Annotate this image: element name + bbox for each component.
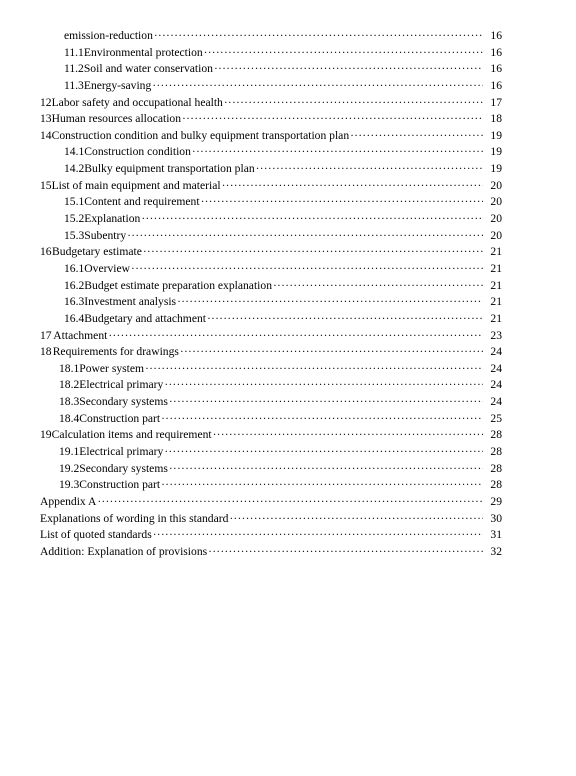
toc-page-number: 21 [490, 295, 502, 309]
toc-page-number: 17 [490, 95, 502, 109]
toc-page-number: 21 [490, 278, 502, 292]
toc-entry-line [59, 477, 502, 494]
toc-entry-line [40, 544, 502, 561]
toc-entry-title: List of main equipment and material [51, 178, 221, 192]
toc-entry[interactable] [40, 61, 502, 78]
toc-entry-line [64, 45, 502, 62]
toc-entry-line [40, 328, 502, 345]
toc-entry[interactable] [40, 411, 502, 428]
toc-entry-number: 16.3 [64, 295, 85, 309]
toc-page-number: 24 [490, 395, 502, 409]
toc-dot-leader [169, 461, 483, 478]
toc-page-number: 28 [490, 478, 502, 492]
toc-entry-title: Addition: Explanation of provisions [40, 544, 208, 558]
toc-entry-line [40, 95, 502, 112]
toc-entry[interactable] [40, 228, 502, 245]
toc-entry-number: 17 [40, 328, 52, 342]
toc-entry-title: emission-reduction [64, 29, 153, 42]
toc-page-number: 16 [490, 78, 502, 92]
toc-page-number: 24 [490, 361, 502, 375]
toc-entry-number: 18.1 [59, 361, 80, 375]
toc-entry-title: Requirements for drawings [52, 345, 179, 359]
toc-entry-line [64, 61, 502, 78]
toc-entry-number: 15 [40, 178, 52, 192]
toc-entry-line [59, 411, 502, 428]
toc-entry-line [40, 128, 502, 145]
toc-dot-leader [182, 111, 483, 128]
toc-entry-number: 19.1 [59, 445, 80, 459]
toc-dot-leader [164, 377, 483, 394]
toc-page-number: 30 [490, 511, 502, 525]
toc-entry-line [64, 211, 502, 228]
toc-dot-leader [154, 28, 483, 45]
toc-dot-leader [153, 527, 483, 544]
toc-entry-title: Electrical primary [79, 445, 164, 459]
toc-entry[interactable] [40, 394, 502, 411]
toc-entry-line [40, 178, 502, 195]
toc-page-number: 21 [490, 261, 502, 275]
toc-entry-line [59, 377, 502, 394]
toc-entry-number: 19 [40, 428, 52, 442]
toc-dot-leader [207, 311, 483, 328]
toc-entry-line [40, 511, 502, 528]
toc-entry-title: Appendix A [40, 494, 97, 508]
toc-dot-leader [141, 211, 483, 228]
toc-entry-line [64, 228, 502, 245]
toc-dot-leader [256, 161, 483, 178]
toc-entry-line [59, 461, 502, 478]
toc-dot-leader [222, 178, 483, 195]
toc-entry-title: Budget estimate preparation explanation [84, 278, 272, 292]
toc-page-number: 20 [490, 212, 502, 226]
toc-entry[interactable] [40, 178, 502, 195]
toc-page-number: 31 [490, 528, 502, 542]
toc-page-number: 18 [490, 112, 502, 126]
toc-dot-leader [131, 261, 483, 278]
toc-entry-title: Human resources allocation [51, 112, 182, 126]
toc-entry-line [40, 344, 502, 361]
toc-entry-title: List of quoted standards [40, 528, 152, 542]
toc-page-number: 19 [490, 128, 502, 142]
toc-entry-number: 14.2 [64, 162, 85, 176]
toc-entry-title: Secondary systems [79, 395, 168, 409]
toc-entry-line [64, 78, 502, 95]
toc-entry-title: Bulky equipment transportation plan [84, 162, 255, 176]
toc-entry[interactable] [40, 444, 502, 461]
toc-dot-leader [224, 95, 483, 112]
toc-dot-leader [192, 144, 483, 161]
toc-dot-leader [161, 477, 483, 494]
toc-entry[interactable] [40, 28, 502, 45]
toc-dot-leader [145, 361, 483, 378]
toc-entry-line [59, 444, 502, 461]
toc-dot-leader [350, 128, 483, 145]
toc-entry-number: 11.3 [64, 78, 84, 92]
toc-entry[interactable] [40, 194, 502, 211]
toc-entry-title: Power system [79, 361, 145, 375]
toc-entry[interactable] [40, 311, 502, 328]
toc-page-number: 20 [490, 195, 502, 209]
toc-entry-title: Budgetary and attachment [84, 311, 206, 325]
toc-entry-title: Electrical primary [79, 378, 164, 392]
toc-entry-number: 12 [40, 95, 52, 109]
toc-entry-line [40, 111, 502, 128]
toc-entry-title: Explanation [84, 212, 141, 226]
toc-entry-title: Calculation items and requirement [51, 428, 212, 442]
toc-dot-leader [214, 61, 483, 78]
toc-entry-number: 16.1 [64, 261, 85, 275]
table-of-contents [40, 28, 502, 561]
toc-page-number: 24 [490, 345, 502, 359]
toc-page-number: 20 [490, 228, 502, 242]
toc-entry[interactable] [40, 544, 502, 561]
toc-dot-leader [152, 78, 483, 95]
toc-entry[interactable] [40, 144, 502, 161]
toc-entry[interactable] [40, 494, 502, 511]
toc-entry[interactable] [40, 344, 502, 361]
toc-dot-leader [164, 444, 483, 461]
toc-entry-number: 18.3 [59, 395, 80, 409]
toc-page-number: 29 [490, 494, 502, 508]
toc-entry-title: Investment analysis [84, 295, 177, 309]
toc-dot-leader [229, 511, 483, 528]
toc-entry[interactable] [40, 328, 502, 345]
toc-dot-leader [273, 278, 483, 295]
toc-entry-title: Labor safety and occupational health [51, 95, 223, 109]
toc-page-number: 20 [490, 178, 502, 192]
toc-entry-line [64, 28, 502, 45]
toc-entry-number: 11.2 [64, 62, 84, 76]
toc-entry-title: Energy-saving [83, 78, 152, 92]
toc-entry-title: Construction part [79, 411, 161, 425]
toc-entry[interactable] [40, 278, 502, 295]
toc-page-number: 25 [490, 411, 502, 425]
toc-dot-leader [169, 394, 483, 411]
toc-dot-leader [97, 494, 483, 511]
toc-dot-leader [127, 228, 483, 245]
toc-entry-line [64, 311, 502, 328]
toc-entry-number: 16.2 [64, 278, 85, 292]
toc-page-number: 19 [490, 162, 502, 176]
toc-entry[interactable] [40, 477, 502, 494]
toc-entry[interactable] [40, 527, 502, 544]
toc-entry-number: 18.4 [59, 411, 80, 425]
toc-entry-line [40, 427, 502, 444]
toc-dot-leader [201, 194, 483, 211]
toc-entry-title: Subentry [84, 228, 127, 242]
toc-entry[interactable] [40, 78, 502, 95]
toc-entry-title: Content and requirement [84, 195, 200, 209]
toc-entry[interactable] [40, 461, 502, 478]
toc-entry[interactable] [40, 111, 502, 128]
toc-page-number: 16 [490, 62, 502, 76]
toc-entry-line [64, 161, 502, 178]
toc-entry-title: Secondary systems [79, 461, 168, 475]
toc-entry-number: 14 [40, 128, 52, 142]
toc-entry[interactable] [40, 211, 502, 228]
toc-entry-title: Construction condition and bulky equipment transportation plan [51, 128, 350, 142]
toc-entry[interactable] [40, 95, 502, 112]
toc-entry-number: 15.2 [64, 212, 85, 226]
toc-entry-number: 18.2 [59, 378, 80, 392]
toc-entry[interactable] [40, 361, 502, 378]
toc-entry-title: Environmental protection [83, 45, 203, 59]
toc-entry[interactable] [40, 244, 502, 261]
toc-page-number: 21 [490, 245, 502, 259]
toc-entry-number: 15.3 [64, 228, 85, 242]
toc-entry[interactable] [40, 294, 502, 311]
toc-entry-title: Soil and water conservation [83, 62, 213, 76]
toc-page-number: 28 [490, 445, 502, 459]
toc-entry-number: 19.3 [59, 478, 80, 492]
toc-page-number: 23 [490, 328, 502, 342]
toc-entry[interactable] [40, 377, 502, 394]
toc-page-number: 32 [490, 544, 502, 558]
toc-entry-line [64, 278, 502, 295]
toc-entry-number: 11.1 [64, 45, 84, 59]
toc-entry[interactable] [40, 261, 502, 278]
toc-entry[interactable] [40, 511, 502, 528]
toc-entry[interactable] [40, 128, 502, 145]
toc-entry-line [59, 394, 502, 411]
toc-dot-leader [108, 328, 483, 345]
toc-entry-title: Budgetary estimate [52, 245, 142, 259]
toc-entry[interactable] [40, 161, 502, 178]
toc-page-number: 28 [490, 428, 502, 442]
toc-entry-number: 16 [40, 245, 52, 259]
toc-entry-number: 18 [40, 345, 52, 359]
toc-dot-leader [213, 427, 483, 444]
toc-dot-leader [208, 544, 483, 561]
toc-dot-leader [180, 344, 483, 361]
toc-entry-line [64, 294, 502, 311]
toc-page-number: 16 [490, 29, 502, 42]
toc-entry-line [64, 194, 502, 211]
toc-entry-number: 13 [40, 112, 52, 126]
toc-entry-line [64, 261, 502, 278]
toc-entry-number: 19.2 [59, 461, 80, 475]
toc-dot-leader [143, 244, 483, 261]
toc-page-number: 19 [490, 145, 502, 159]
toc-entry-title: Overview [84, 261, 131, 275]
toc-entry-line [59, 361, 502, 378]
toc-entry-line [64, 144, 502, 161]
toc-entry-title: Construction condition [84, 145, 191, 159]
toc-entry-line [40, 527, 502, 544]
toc-entry-title: Explanations of wording in this standard [40, 511, 229, 525]
toc-entry-line [40, 244, 502, 261]
toc-page-number: 16 [490, 45, 502, 59]
toc-entry-number: 14.1 [64, 145, 85, 159]
toc-entry-number: 16.4 [64, 311, 85, 325]
toc-page-number: 24 [490, 378, 502, 392]
toc-entry-title: Attachment [53, 328, 108, 342]
toc-entry-number: 15.1 [64, 195, 85, 209]
toc-dot-leader [204, 45, 483, 62]
toc-dot-leader [177, 294, 483, 311]
toc-page-number: 21 [490, 311, 502, 325]
toc-entry-line [40, 494, 502, 511]
toc-entry[interactable] [40, 427, 502, 444]
toc-page-number: 28 [490, 461, 502, 475]
toc-dot-leader [161, 411, 483, 428]
toc-entry[interactable] [40, 45, 502, 62]
toc-entry-title: Construction part [79, 478, 161, 492]
